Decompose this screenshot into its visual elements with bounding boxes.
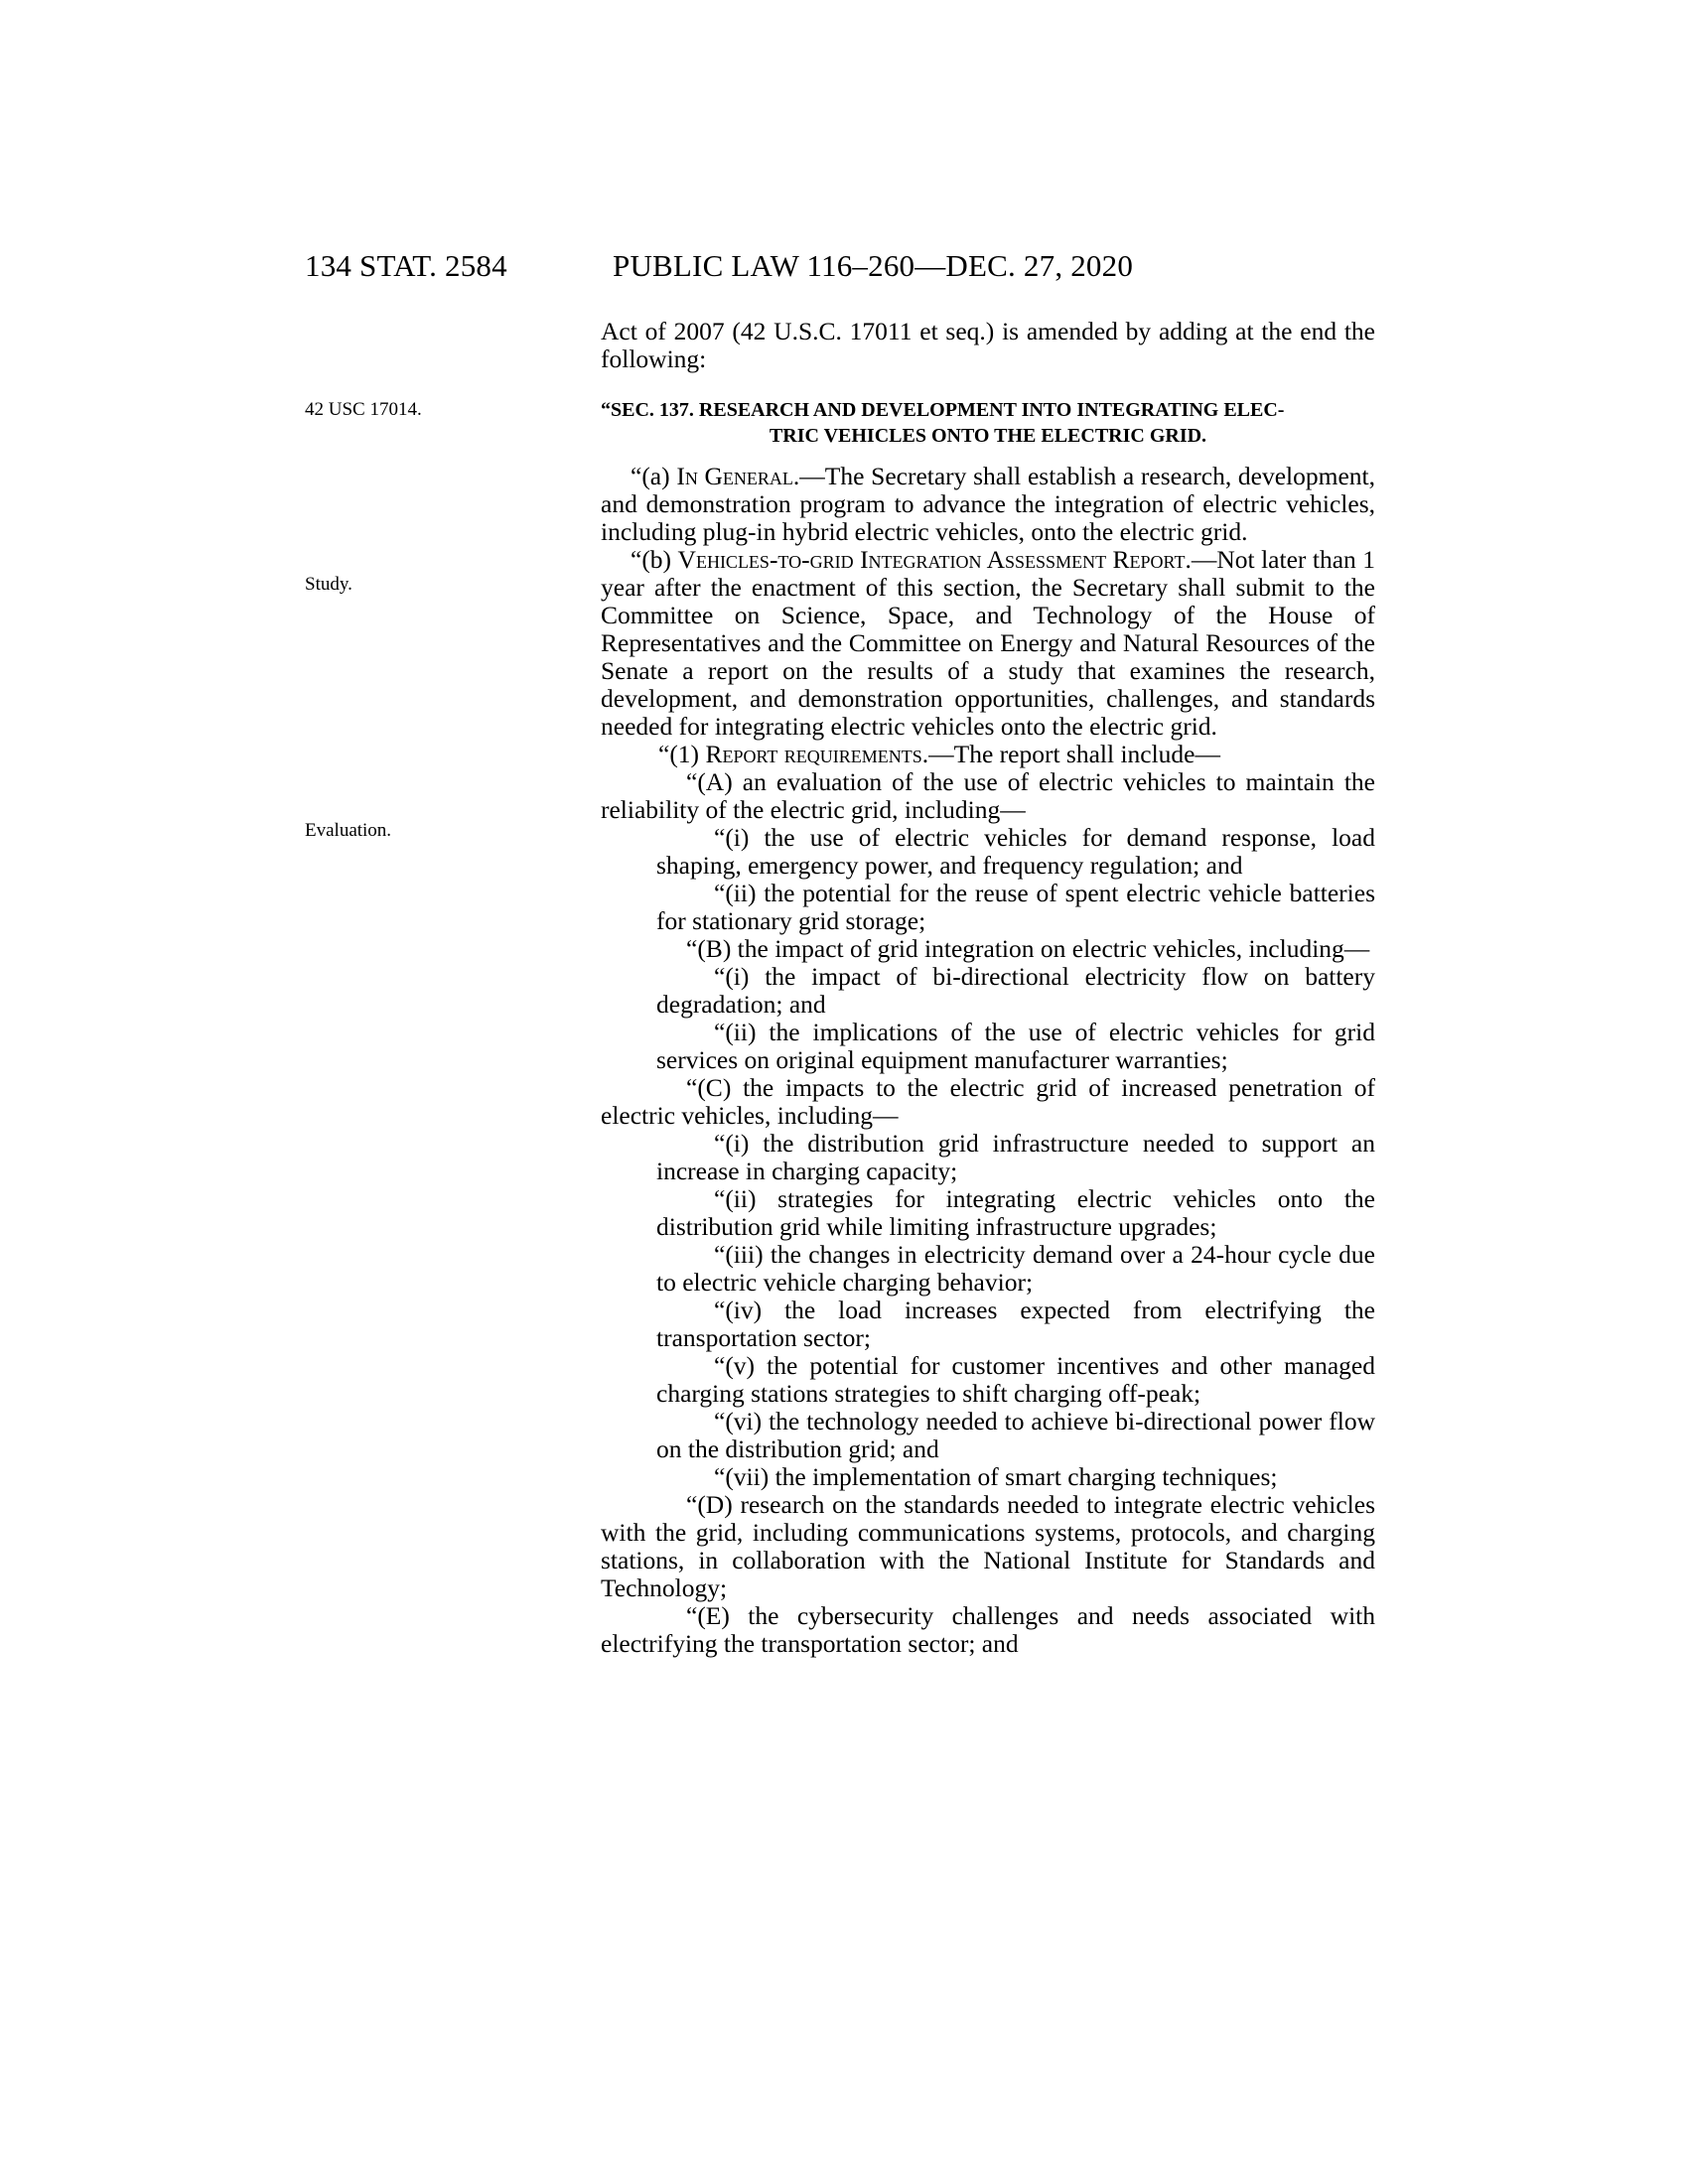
margin-note-study: Study. [305,574,352,595]
item-C: “(C) the impacts to the electric grid of increased penetration of electric vehicles, including— [601,1073,1375,1130]
item-A-i: “(i) the use of electric vehicles for demand response, load shaping, emergency power, and frequency regulation; and [656,823,1375,880]
subsection-b: “(b) Vehicles-to-grid Integration Assessment Report.—Not later than 1 year after the enactment of this section, the Secretary shall submit to the Committee on Science, Space, and Technology of the House of Representatives and the Committee on Energy and Natural Resources of the Senate a report on the results of a study that examines the research, development, and demonstration opportunities, challenges, and standards needed for integrating electric vehicles onto the electric grid. [601,545,1375,741]
item-C-v: “(v) the potential for customer incentives and other managed charging stations strategies to shift charging off-peak; [656,1351,1375,1408]
item-C-vi: “(vi) the technology needed to achieve bi-directional power flow on the distribution grid; and [656,1407,1375,1463]
item-C-vii: “(vii) the implementation of smart charging techniques; [714,1462,1278,1491]
margin-note-evaluation: Evaluation. [305,820,392,841]
item-B: “(B) the impact of grid integration on electric vehicles, including— [686,934,1370,963]
section-heading-line-1: “SEC. 137. RESEARCH AND DEVELOPMENT INTO INTEGRATING ELEC- [601,399,1285,421]
item-D: “(D) research on the standards needed to integrate electric vehicles with the grid, including communications systems, protocols, and charging stations, in collaboration with the National Institute for Standards and Technology; [601,1490,1375,1602]
item-E: “(E) the cybersecurity challenges and needs associated with electrifying the transportation sector; and [601,1601,1375,1658]
paragraph-1-caption: Report requirements [705,740,922,768]
statute-page-number: 134 STAT. 2584 [305,248,507,283]
subsection-a: “(a) In General.—The Secretary shall establish a research, development, and demonstration program to advance the integration of electric vehicles, including plug-in hybrid electric vehicles, onto the electric grid. [601,462,1375,546]
subsection-b-caption: Vehicles-to-grid Integration Assessment Report [677,545,1186,574]
item-C-iii: “(iii) the changes in electricity demand over a 24-hour cycle due to electric vehicle charging behavior; [656,1240,1375,1297]
paragraph-1: “(1) Report requirements.—The report shall include— [658,740,1220,768]
margin-note-usc: 42 USC 17014. [305,399,422,420]
section-heading [601,397,1375,449]
item-C-ii: “(ii) strategies for integrating electric vehicles onto the distribution grid while limiting infrastructure upgrades; [656,1184,1375,1241]
item-A: “(A) an evaluation of the use of electric vehicles to maintain the reliability of the electric grid, including— [601,767,1375,824]
subsection-a-caption: In General [676,462,793,490]
intro-text: Act of 2007 (42 U.S.C. 17011 et seq.) is amended by adding at the end the following: [601,317,1375,373]
intro-paragraph [601,318,1375,373]
item-B-ii: “(ii) the implications of the use of electric vehicles for grid services on original equipment manufacturer warranties; [656,1018,1375,1074]
public-law-header: PUBLIC LAW 116–260—DEC. 27, 2020 [613,248,1134,283]
item-C-i: “(i) the distribution grid infrastructure needed to support an increase in charging capacity; [656,1129,1375,1185]
item-B-i: “(i) the impact of bi-directional electricity flow on battery degradation; and [656,962,1375,1019]
item-A-ii: “(ii) the potential for the reuse of spent electric vehicle batteries for stationary grid storage; [656,879,1375,935]
item-C-iv: “(iv) the load increases expected from electrifying the transportation sector; [656,1296,1375,1352]
section-heading-line-2: TRIC VEHICLES ONTO THE ELECTRIC GRID. [769,425,1207,447]
main-text [601,463,1375,1658]
